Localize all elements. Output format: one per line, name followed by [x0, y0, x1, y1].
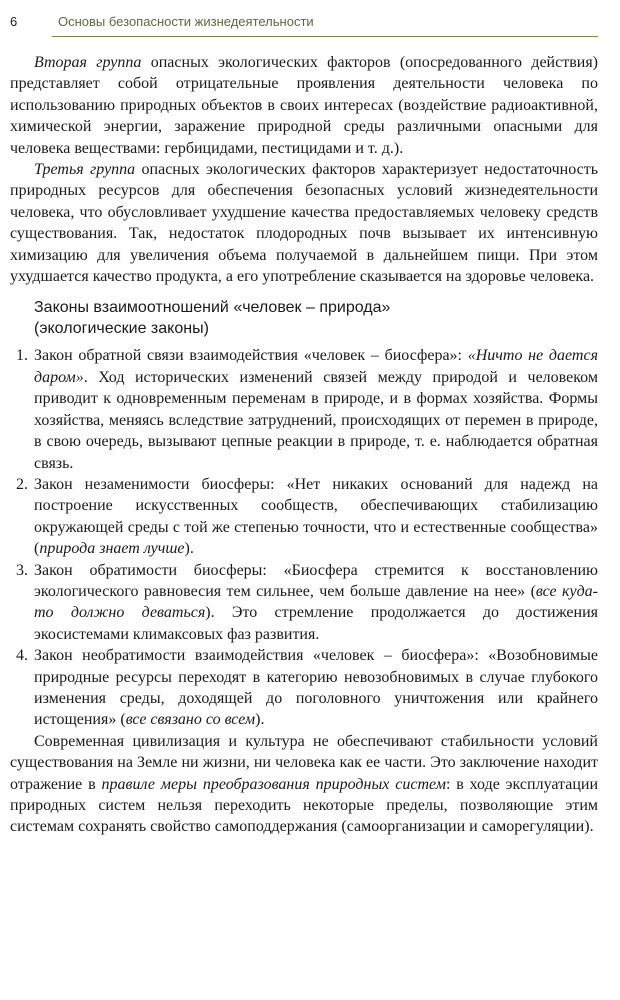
paragraph-lead: Третья группа: [34, 161, 136, 179]
law-text: Закон обратимости биосферы: «Биосфера стремится к восстановлению экологического равновесия тем сильнее, чем больше давление на нее» (: [34, 561, 598, 600]
paragraph-closing: [10, 731, 598, 838]
section-heading: [34, 297, 598, 339]
paragraph-text-continued: : в ходе эксплуатации природных систем нельзя переходить некоторые пределы, позволяющие этим системам сохранять свойство самоподдержания (самоорганизации и саморегуляции).: [10, 775, 599, 836]
law-text: Закон незаменимости биосферы: «Нет никаких оснований для надежд на построение искусственных сообществ, обеспечивающих стабилизацию окружающей среды с той же степенью точности, что и естественные сообщества» (: [34, 475, 598, 558]
list-item: [10, 345, 598, 473]
law-italic: все связано со всем: [125, 711, 256, 729]
section-heading-line: (экологические законы): [34, 320, 209, 338]
law-text: Закон обратной связи взаимодействия «человек – биосфера»:: [34, 347, 468, 365]
law-text-continued: ).: [184, 540, 194, 558]
law-italic: «Ничто не дается даром»: [34, 347, 599, 386]
paragraph-third-group: [10, 159, 598, 287]
law-italic: природа знает лучше: [39, 540, 185, 558]
list-item-number: 1.: [16, 347, 28, 365]
paragraph-lead: Вторая группа: [34, 54, 142, 71]
page-body: [10, 52, 598, 838]
list-item-number: 3.: [16, 561, 28, 579]
list-item: [10, 474, 598, 560]
list-item: [10, 560, 598, 646]
paragraph-second-group: [10, 52, 598, 159]
law-text-continued: ). Это стремление продолжается до достижения экосистемами климаксовых фаз развития.: [34, 604, 598, 643]
paragraph-text: опасных экологических факторов характеризует недостаточность природных ресурсов для обеспечения безопасных условий жизнедеятельности человека, что обусловливает ухудшение качества предоставляемых человеку средств существования. Так, недостаток плодородных почв вызывает их интенсивную химизацию для увеличения объема получаемой в дальнейшем пищи. При этом ухудшается качество продукта, а его употребление сказывается на здоровье человека.: [10, 161, 599, 286]
law-italic: все куда-то должно деваться: [34, 582, 599, 622]
page-number: 6: [10, 14, 18, 29]
law-text-continued: . Ход исторических изменений связей между природой и человеком приводит к одновременным переменам в природе, и в формах хозяйства. Формы хозяйства, меняясь вследствие затруднений, происходящих от перемен в природе, в свою очередь, вызывают цепные реакции в природе, т. е. наблюдается обратная связь.: [34, 368, 598, 472]
running-header: [10, 10, 598, 38]
laws-list: [10, 345, 598, 730]
list-item-number: 2.: [16, 475, 28, 493]
list-item-number: 4.: [16, 647, 28, 665]
paragraph-text: Современная цивилизация и культура не обеспечивают стабильности условий существования на Земле ни жизни, ни человека как ее части. Это заключение находит отражение в: [10, 732, 598, 793]
law-text-continued: ).: [255, 711, 265, 729]
paragraph-text: опасных экологических факторов (опосредованного действия) представляет собой отрицательные проявления деятельности человека по использованию природных объектов в своих интересах (воздействие радиоактивной, химической энергии, заражение природной среды различными опасными для человека веществами: гербицидами, пестицидами и т. д.).: [10, 54, 599, 157]
rule-name: правиле меры преобразования природных систем: [101, 775, 446, 793]
running-title: Основы безопасности жизнедеятельности: [58, 14, 314, 29]
list-item: [10, 645, 598, 731]
law-text: Закон необратимости взаимодействия «человек – биосфера»: «Возобновимые природные ресурсы переходят в категорию невозобновимых в случае глубокого изменения среды, доходящей до поголовного уничтожения или крайнего истощения» (: [34, 647, 598, 729]
header-rule: [52, 36, 598, 37]
section-heading-line: Законы взаимоотношений «человек – природа»: [34, 299, 391, 317]
